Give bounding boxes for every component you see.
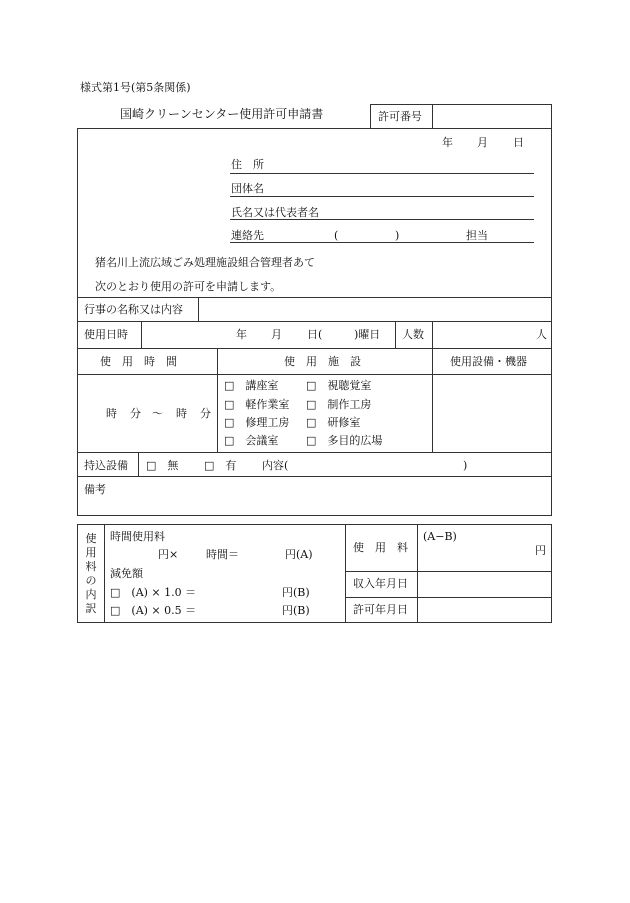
request-text: 次のとおり使用の許可を申請します。 [95, 280, 282, 293]
checkbox-icon[interactable]: □ [306, 434, 317, 447]
representative-name-field[interactable] [230, 219, 534, 220]
facility-meeting-room[interactable] [224, 435, 278, 446]
reduction-half-label: (A) × 0.5 ＝ [131, 604, 197, 617]
usage-fee-label: 使 用 料 [353, 541, 408, 554]
facility-multipurpose-plaza[interactable] [306, 435, 382, 446]
facility-light-work-room[interactable] [224, 399, 289, 410]
event-label: 行事の名称又は内容 [84, 303, 183, 316]
carry-in-none-label: 無 [167, 459, 179, 472]
date-year: 年 [442, 136, 453, 149]
carry-in-none-option[interactable] [146, 460, 178, 471]
addressee: 猪名川上流広域ごみ処理施設組合管理者あて [95, 256, 315, 269]
carry-in-content-close: ) [463, 459, 468, 472]
time-hour-2: 時 [176, 407, 187, 420]
remarks-label: 備考 [84, 483, 106, 496]
facility-header: 使 用 施 設 [284, 355, 361, 368]
contact-paren-close: ) [395, 229, 400, 242]
person-unit: 人 [536, 328, 547, 341]
use-date-label: 使用日時 [84, 328, 128, 341]
checkbox-icon[interactable]: □ [224, 434, 235, 447]
facility-label: 研修室 [327, 416, 361, 429]
checkbox-icon[interactable]: □ [306, 416, 317, 429]
contact-field[interactable] [230, 242, 534, 243]
carry-in-label: 持込設備 [84, 459, 128, 472]
form-frame [77, 128, 552, 516]
carry-in-yes-option[interactable] [204, 460, 236, 471]
time-minute-1: 分 [130, 407, 141, 420]
hourly-hours-eq: 時間＝ [206, 548, 239, 561]
permit-date-label: 許可年月日 [353, 603, 408, 616]
use-date-year: 年 [236, 328, 247, 341]
hourly-fee-label: 時間使用料 [110, 530, 165, 543]
facility-av-room[interactable] [306, 380, 371, 391]
use-date-month: 月 [271, 328, 282, 341]
checkbox-icon[interactable]: □ [224, 398, 235, 411]
facility-label: 修理工房 [245, 416, 290, 429]
address-field[interactable] [230, 173, 534, 174]
form-title: 国崎クリーンセンター使用許可申請書 [120, 107, 324, 121]
reduction-half-option[interactable] [110, 605, 196, 616]
remarks-field[interactable] [84, 497, 546, 513]
facility-repair-studio[interactable] [224, 417, 289, 428]
use-date-weekday: )曜日 [354, 328, 381, 341]
checkbox-icon[interactable]: □ [110, 586, 121, 599]
fee-side-label: 使 用 料 の 内 訳 [85, 532, 97, 615]
equipment-header: 使用設備・機器 [450, 355, 527, 368]
carry-in-yes-label: 有 [225, 459, 237, 472]
facility-training-room[interactable] [306, 417, 360, 428]
time-tilde: 〜 [152, 407, 163, 420]
event-field[interactable] [202, 299, 547, 319]
checkbox-icon[interactable]: □ [306, 398, 317, 411]
facility-label: 制作工房 [327, 398, 372, 411]
facility-lecture-room[interactable] [224, 380, 278, 391]
time-hour-1: 時 [106, 407, 117, 420]
contact-label: 連絡先 [231, 229, 264, 242]
organization-field[interactable] [230, 196, 534, 197]
a-minus-b: (A−B) [423, 530, 457, 543]
person-in-charge-label: 担当 [466, 229, 488, 242]
reduction-full-label: (A) × 1.0 ＝ [131, 586, 197, 599]
use-time-header: 使 用 時 間 [100, 355, 177, 368]
permit-number-label: 許可番号 [378, 110, 422, 123]
date-day: 日 [513, 136, 524, 149]
usage-fee-yen: 円 [535, 544, 546, 557]
facility-label: 講座室 [245, 379, 279, 392]
facility-label: 会議室 [245, 434, 279, 447]
organization-label: 団体名 [231, 182, 264, 195]
permit-number-field[interactable] [436, 106, 548, 126]
reduction-full-yen-b: 円(B) [282, 586, 310, 599]
facility-label: 視聴覚室 [327, 379, 372, 392]
checkbox-icon[interactable]: □ [224, 416, 235, 429]
form-number: 様式第1号(第5条関係) [80, 81, 191, 94]
receipt-date-label: 収入年月日 [353, 577, 408, 590]
contact-paren-open: ( [334, 229, 339, 242]
use-date-day: 日( [307, 328, 323, 341]
checkbox-icon[interactable]: □ [146, 459, 157, 472]
reduction-full-option[interactable] [110, 587, 196, 598]
checkbox-icon[interactable]: □ [306, 379, 317, 392]
checkbox-icon[interactable]: □ [110, 604, 121, 617]
address-label: 住 所 [231, 158, 264, 171]
hourly-yen-a: 円(A) [285, 548, 313, 561]
reduction-label: 減免額 [110, 567, 143, 580]
checkbox-icon[interactable]: □ [204, 459, 215, 472]
facility-label: 軽作業室 [245, 398, 290, 411]
hourly-yen-times: 円× [158, 548, 179, 561]
headcount-label: 人数 [402, 328, 424, 341]
facility-label: 多目的広場 [327, 434, 383, 447]
date-month: 月 [477, 136, 488, 149]
reduction-half-yen-b: 円(B) [282, 604, 310, 617]
checkbox-icon[interactable]: □ [224, 379, 235, 392]
facility-production-studio[interactable] [306, 399, 371, 410]
time-minute-2: 分 [200, 407, 211, 420]
carry-in-content-label: 内容( [262, 459, 289, 472]
representative-name-label: 氏名又は代表者名 [231, 206, 319, 219]
